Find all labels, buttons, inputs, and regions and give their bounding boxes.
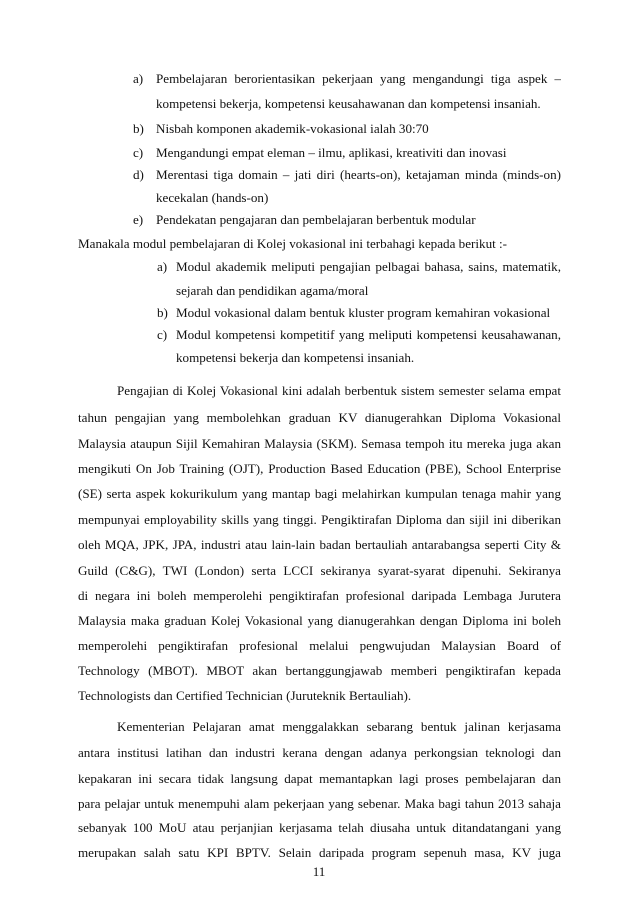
paragraph-line: (SE) serta aspek kokurikulum yang mantap bagi melahirkan kumpulan tenaga mahir yang bbox=[78, 486, 561, 501]
paragraph-line: mempunyai employability skills yang tinggi. Pengiktirafan Diploma dan sijil ini diberikan bbox=[78, 512, 561, 527]
list-marker: a) bbox=[157, 259, 168, 274]
paragraph-line: kepakaran ini secara tidak langsung dapat memantapkan lagi proses pembelajaran dan bbox=[78, 771, 561, 786]
list-marker: b) bbox=[157, 305, 168, 320]
paragraph-line: Kementerian Pelajaran amat menggalakkan sebarang bentuk jalinan kerjasama bbox=[117, 719, 561, 734]
list-item-text: Modul vokasional dalam bentuk kluster program kemahiran vokasional bbox=[176, 305, 551, 320]
list-item-text: Nisbah komponen akademik-vokasional ialah 30:70 bbox=[156, 121, 429, 136]
list-item-text: Pendekatan pengajaran dan pembelajaran berbentuk modular bbox=[156, 212, 476, 227]
paragraph-line: Guild (C&G), TWI (London) serta LCCI sekiranya syarat-syarat dipenuhi. Sekiranya bbox=[78, 563, 561, 578]
paragraph-line: oleh MQA, JPK, JPA, industri atau lain-lain badan bertauliah antarabangsa seperti City & bbox=[78, 537, 561, 552]
paragraph-line: Technologists dan Certified Technician (Juruteknik Bertauliah). bbox=[78, 688, 412, 703]
paragraph-line: tahun pengajian yang membolehkan graduan KV dianugerahkan Diploma Vokasional bbox=[78, 410, 561, 425]
list-marker: d) bbox=[133, 167, 144, 182]
list-item-text: Mengandungi empat eleman – ilmu, aplikasi, kreativiti dan inovasi bbox=[156, 145, 507, 160]
paragraph-line: memperolehi pengiktirafan profesional melalui pengwujudan Malaysian Board of bbox=[78, 638, 561, 653]
list-item-text: Merentasi tiga domain – jati diri (hearts-on), ketajaman minda (minds-on) bbox=[156, 167, 561, 182]
paragraph-line: merupakan salah satu KPI BPTV. Selain daripada program sepenuh masa, KV juga bbox=[78, 845, 561, 860]
paragraph-line: antara institusi latihan dan industri kerana dengan adanya perkongsian teknologi dan bbox=[78, 745, 561, 760]
list-marker: e) bbox=[133, 212, 144, 227]
list-marker: c) bbox=[157, 327, 168, 342]
list-item-text: Modul kompetensi kompetitif yang meliputi kompetensi keusahawanan, bbox=[176, 327, 561, 342]
page-number: 11 bbox=[312, 864, 326, 879]
paragraph-line: Pengajian di Kolej Vokasional kini adalah berbentuk sistem semester selama empat bbox=[117, 383, 561, 398]
list-item-text: kompetensi bekerja, kompetensi keusahawanan dan kompetensi insaniah. bbox=[156, 96, 541, 111]
list-marker: c) bbox=[133, 145, 144, 160]
list-item-text: kompetensi bekerja dan kompetensi insaniah. bbox=[176, 350, 415, 365]
list-item-text: Pembelajaran berorientasikan pekerjaan yang mengandungi tiga aspek – bbox=[156, 71, 561, 86]
paragraph-line: para pelajar untuk menempuhi alam pekerjaan yang sebenar. Maka bagi tahun 2013 sahaja bbox=[78, 796, 561, 811]
paragraph-line: di negara ini boleh memperolehi pengiktirafan profesional daripada Lembaga Jurutera bbox=[78, 588, 561, 603]
list-item-text: kecekalan (hands-on) bbox=[156, 190, 269, 205]
list-marker: a) bbox=[133, 71, 144, 86]
paragraph-line: mengikuti On Job Training (OJT), Production Based Education (PBE), School Enterprise bbox=[78, 461, 561, 476]
paragraph-line: Malaysia ataupun Sijil Kemahiran Malaysia (SKM). Semasa tempoh itu mereka juga akan bbox=[78, 436, 561, 451]
paragraph-line: sebanyak 100 MoU atau perjanjian kerjasama telah diusaha untuk ditandatangani yang bbox=[78, 820, 561, 835]
list-marker: b) bbox=[133, 121, 144, 136]
intro-text: Manakala modul pembelajaran di Kolej vokasional ini terbahagi kepada berikut :- bbox=[78, 236, 508, 251]
list-item-text: sejarah dan pendidikan agama/moral bbox=[176, 283, 369, 298]
paragraph-line: Malaysia maka graduan Kolej Vokasional yang dianugerahkan dengan Diploma ini boleh bbox=[78, 613, 561, 628]
paragraph-line: Technology (MBOT). MBOT akan bertanggungjawab memberi pengiktirafan kepada bbox=[78, 663, 561, 678]
list-item-text: Modul akademik meliputi pengajian pelbagai bahasa, sains, matematik, bbox=[176, 259, 561, 274]
